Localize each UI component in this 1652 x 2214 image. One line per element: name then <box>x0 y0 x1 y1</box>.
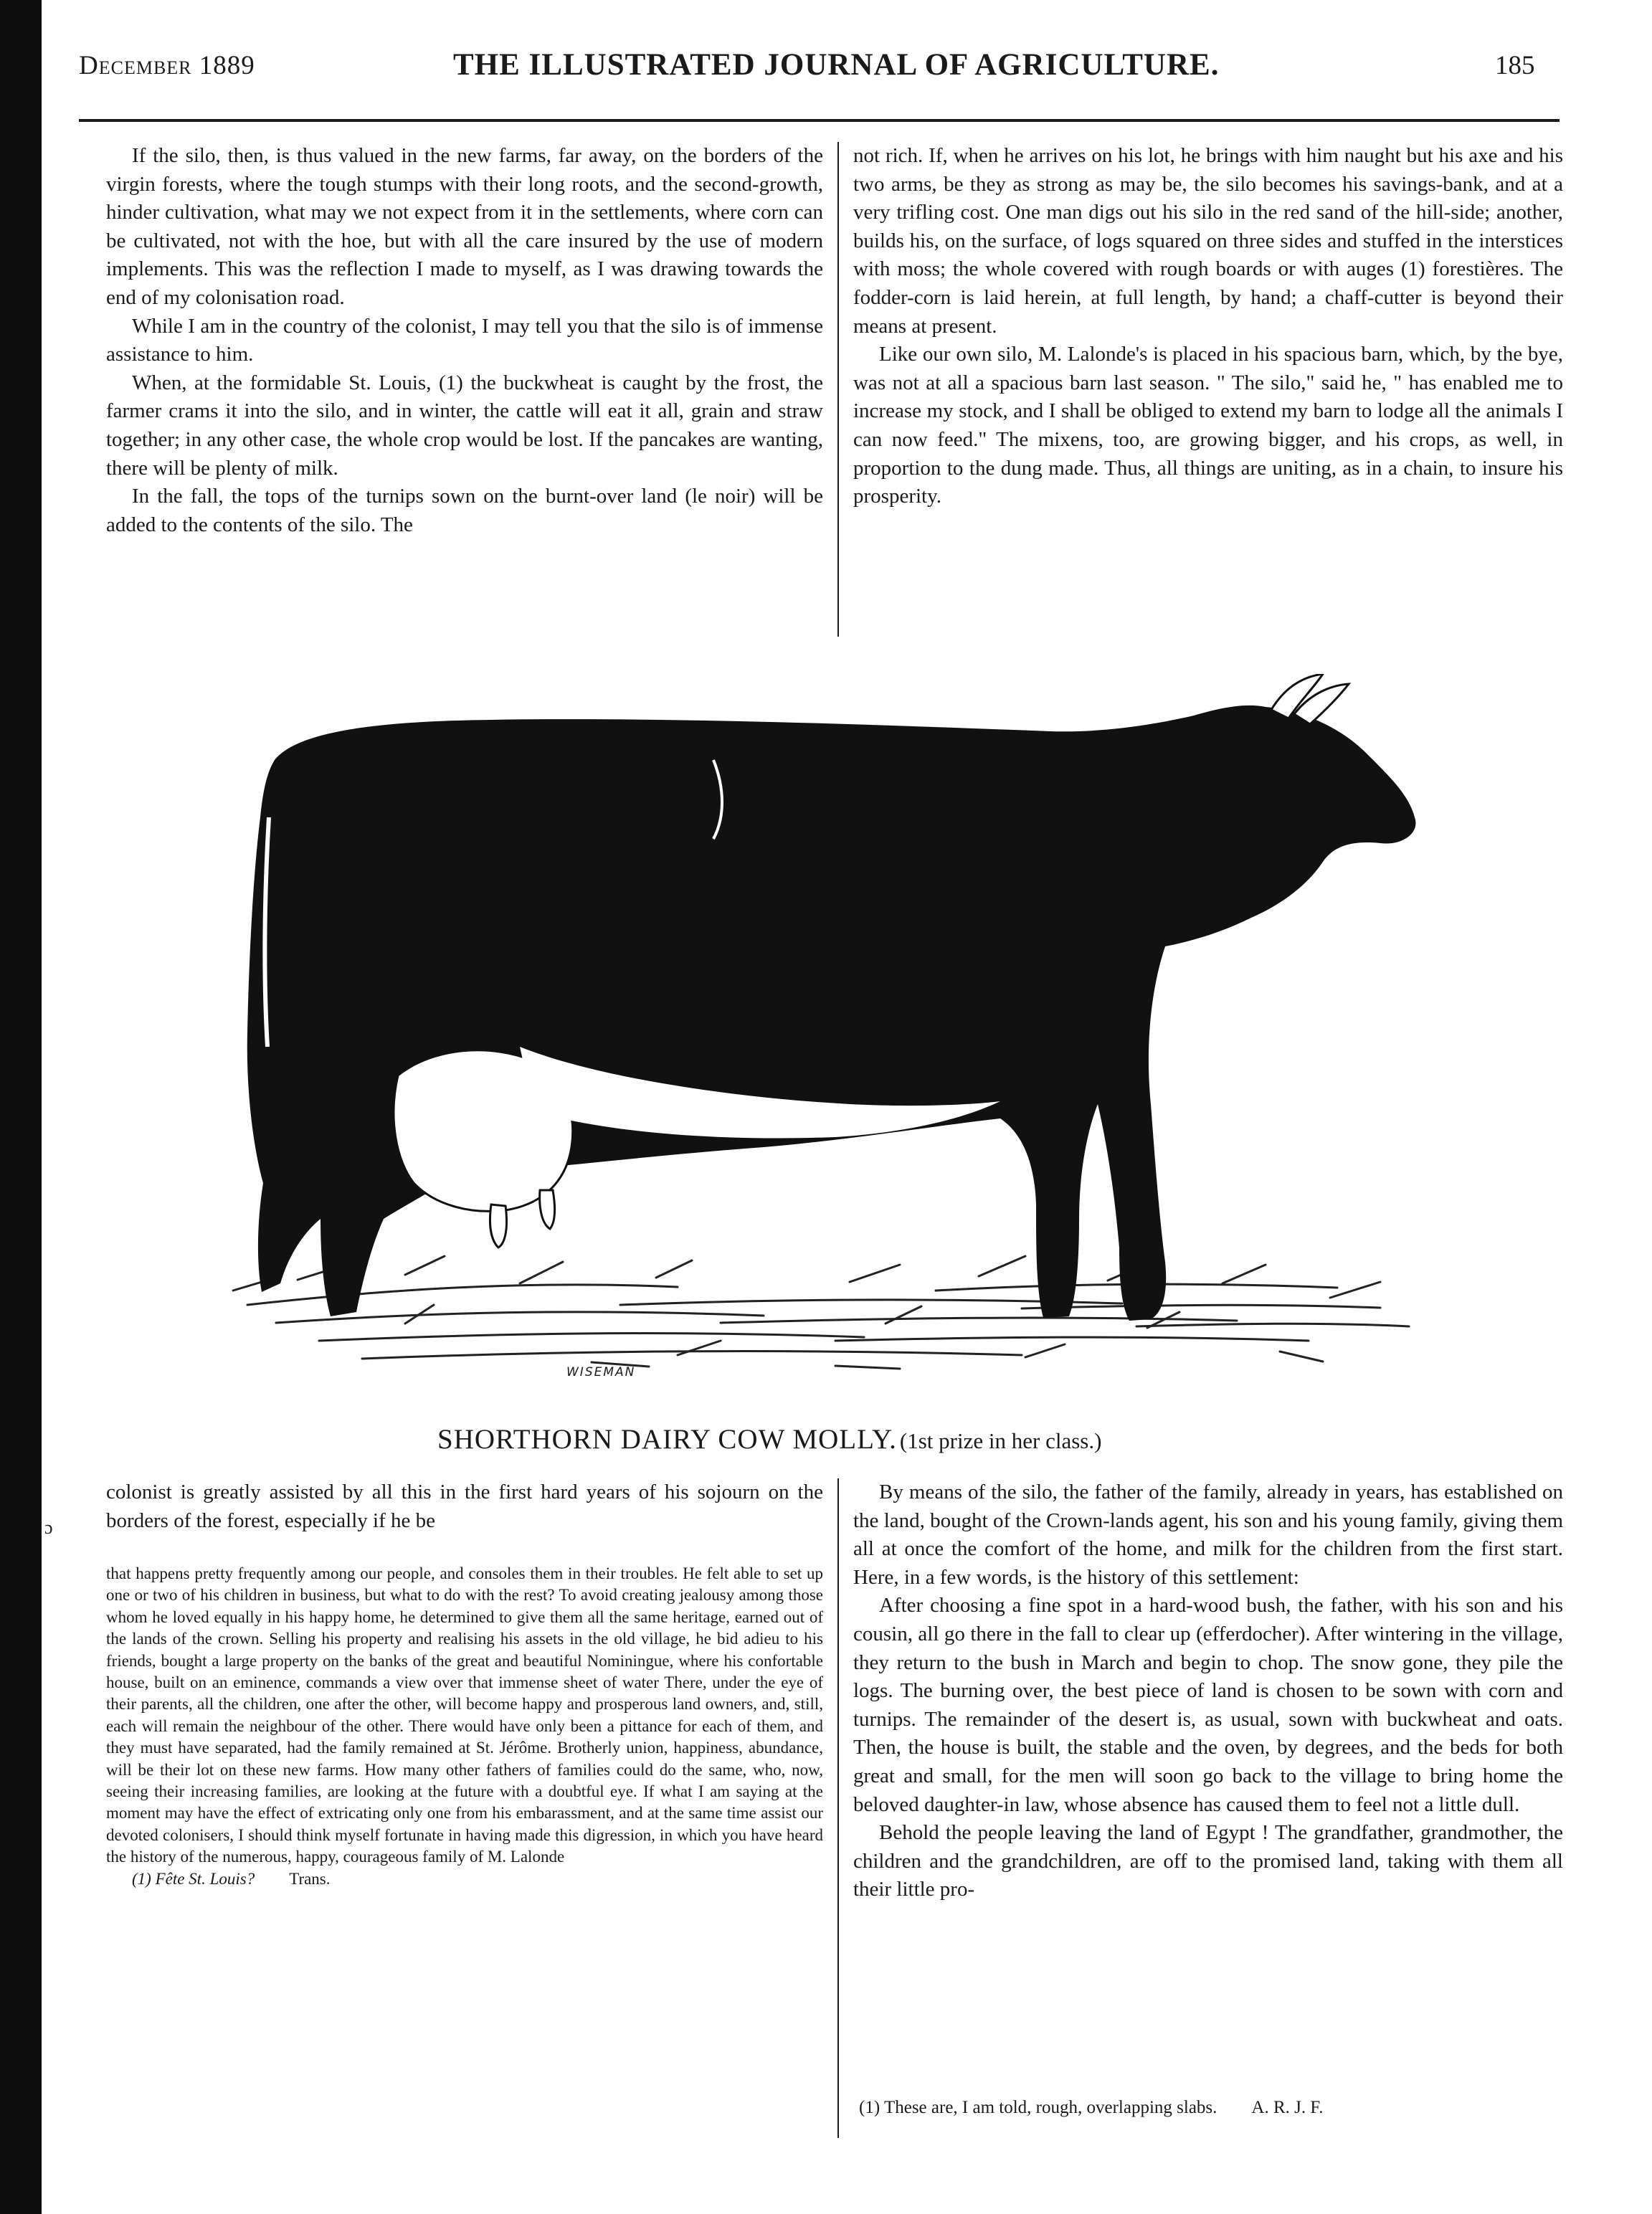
paragraph: While I am in the country of the colonist, I may tell you that the silo is of immense assistance to him. <box>106 314 823 366</box>
paragraph: When, at the formidable St. Louis, (1) the buckwheat is caught by the frost, the farmer crams it into the silo, and in winter, the cattle will eat it all, grain and straw together; in any other case, the whole crop would be lost. If the pancakes are wanting, there will be plenty of milk. <box>106 371 823 480</box>
header-title: THE ILLUSTRATED JOURNAL OF AGRICULTURE. <box>453 48 1220 82</box>
column-bottom-left <box>106 1478 823 1535</box>
footnote-text: (1) These are, I am told, rough, overlapping slabs. <box>859 2098 1217 2117</box>
footnote-right <box>859 2096 1562 2119</box>
note-text: that happens pretty frequently among our people, and consoles them in their troubles. He felt able to set up one or two of his children in business, but what to do with the rest? To avoid creating jealousy among those whom he loved equally in his happy home, he determined to give them all the same heritage, earned out of the lands of the crown. Selling his property and realising his assets in the old village, he bid adieu to his friends, bought a large property on the banks of the great and beautiful Nominingue, where his confortable house, built on an eminence, commands a view over that immense sheet of water There, under the eye of their parents, all the children, one after the other, will become happy and prosperous land owners, and, still, each will remain the neighbour of the other. There would have only been a pittance for each of them, and they must have separated, had the family remained at St. Jérôme. Brotherly union, happiness, abundance, will be their lot on these new farms. How many other fathers of families could do the same, who, now, seeing their increasing families, are looking at the future with a doubtful eye. If what I am saying at the moment may have the effect of extricating only one from his embarassment, and at the same time assist our devoted colonisers, I should think myself fortunate in having made this digression, in which you have heard the history of the numerous, happy, courageous family of M. Lalonde <box>106 1564 823 1866</box>
column-top-left <box>106 142 823 539</box>
engraver-signature: WISEMAN <box>566 1365 636 1379</box>
footnote-signature: A. R. J. F. <box>1251 2098 1324 2117</box>
cow-teat <box>490 1205 506 1248</box>
paragraph: not rich. If, when he arrives on his lot, he brings with him naught but his axe and his two arms, be they as strong as may be, the silo becomes his savings-bank, and at a very trifling cost. One man digs out his silo in the red sand of the hill-side; another, builds his, on the surface, of logs squared on three sides and stuffed in the interstices with moss; the whole covered with rough boards or with auges (1) forestières. The fodder-corn is laid herein, at full length, by hand; a chaff-cutter is beyond their means at present. <box>853 144 1563 338</box>
paragraph: In the fall, the tops of the turnips sown on the burnt-over land (le noir) will be added to the contents of the silo. The <box>106 485 823 536</box>
column-divider-top <box>837 142 839 637</box>
column-bottom-right <box>853 1478 1563 1904</box>
paragraph: If the silo, then, is thus valued in the new farms, far away, on the borders of the virgin forests, where the tough stumps with their long roots, and the second-growth, hinder cultivation, what may we not expect from it in the settlements, where corn can be cultivated, not with the hoe, but with all the care insured by the use of modern implements. This was the reflection I made to myself, as I was drawing towards the end of my colonisation road. <box>106 144 823 309</box>
paragraph: colonist is greatly assisted by all this in the first hard years of his sojourn on the borders of the forest, especially if he be <box>106 1481 823 1532</box>
footnote-signature: Trans. <box>289 1869 331 1888</box>
caption-subtitle: (1st prize in her class.) <box>899 1428 1102 1453</box>
cow-engraving <box>219 674 1466 1384</box>
column-divider-bottom <box>837 1478 839 2138</box>
paragraph: After choosing a fine spot in a hard-wood bush, the father, with his son and his cousin, all go there in the fall to clear up (efferdocher). After wintering in the village, they return to the bush in March and begin to chop. The snow gone, they pile the logs. The burning over, the best piece of land is chosen to be sown with corn and turnips. The remainder of the desert is, as usual, sown with buckwheat and oats. Then, the house is built, the stable and the oven, by degrees, and the beds for both great and small, for the men will soon go back to the village to bring home the beloved daughter-in law, whose absence has caused them to feel not a little dull. <box>853 1594 1563 1816</box>
note-bottom-left <box>106 1563 823 1890</box>
footnote-left <box>106 1868 823 1890</box>
paragraph: Behold the people leaving the land of Egypt ! The grandfather, grandmother, the children and the grandchildren, are off to the promised land, taking with them all their little pro- <box>853 1821 1563 1901</box>
ground-straw <box>233 1256 1409 1369</box>
column-top-right <box>853 142 1563 511</box>
footnote-text: (1) Fête St. Louis? <box>132 1869 255 1888</box>
margin-mark: ɔ <box>44 1517 53 1538</box>
cow-body <box>247 705 1416 1321</box>
cow-teat <box>540 1190 555 1229</box>
page-number: 185 <box>1495 51 1535 80</box>
footnote-line <box>859 2096 1562 2119</box>
caption-title: SHORTHORN DAIRY COW MOLLY. <box>437 1424 897 1455</box>
paragraph: By means of the silo, the father of the family, already in years, has established on the land, bought of the Crown-lands agent, his son and his young family, giving them all at once the comfort of the home, and milk for the children from the first start. Here, in a few words, is the history of this settlement: <box>853 1481 1563 1589</box>
figure-caption <box>437 1423 1101 1455</box>
header-rule <box>79 119 1560 122</box>
paragraph: Like our own silo, M. Lalonde's is placed in his spacious barn, which, by the bye, was not at all a spacious barn last season. " The silo," said he, " has enabled me to increase my stock, and I shall be obliged to extend my barn to lodge all the animals I can now feed." The mixens, too, are growing bigger, and his crops, as well, in proportion to the dung made. Thus, all things are uniting, as in a chain, to insure his prosperity. <box>853 343 1563 508</box>
header-date: December 1889 <box>79 51 255 80</box>
